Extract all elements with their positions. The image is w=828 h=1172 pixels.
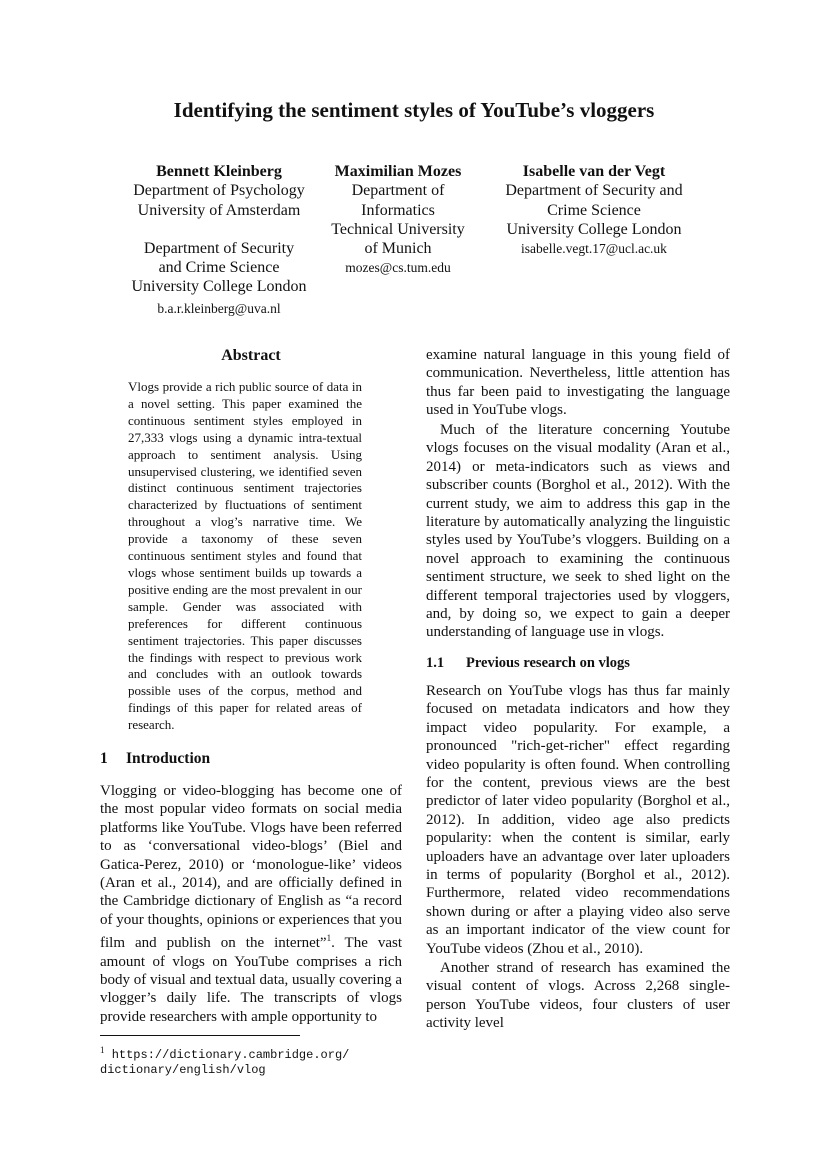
- author-email[interactable]: mozes@cs.tum.edu: [345, 260, 451, 276]
- author-affiliation: Department of Psychology: [133, 182, 305, 200]
- footnote-url-continued[interactable]: dictionary/english/vlog: [100, 1063, 266, 1077]
- right-paragraph-1: examine natural language in this young field of communication. Nevertheless, little attention has thus far been paid to investigating the language used in YouTube vlogs.: [426, 347, 730, 419]
- section-title: Introduction: [126, 750, 211, 767]
- footnote: [100, 1043, 349, 1078]
- author-affiliation: University of Amsterdam: [137, 201, 301, 219]
- author-affiliation: University College London: [506, 220, 682, 238]
- author-affiliation: Department of: [351, 182, 445, 200]
- section-number: 1: [100, 750, 108, 767]
- right-paragraph-4: Another strand of research has examined the visual content of vlogs. Across 2,268 single-person YouTube videos, four clusters of user activity level: [426, 960, 730, 1032]
- author-affiliation: Informatics: [361, 201, 435, 219]
- intro-paragraph: [100, 782, 402, 1026]
- author-affiliation: Crime Science: [547, 201, 641, 219]
- author-name: Maximilian Mozes: [334, 163, 462, 180]
- intro-text-part: Vlogging or video-blogging has become one of the most popular video formats on social media platforms like YouTube. Vlogs have been referred to as ‘conversational video-blogs’ (Biel and Gatica-Perez, 2010) or ‘monologue-like’ videos (Aran et al., 2014), and are officially defined in the Cambridge dictionary of English as “a record of your thoughts, opinions or experiences that you film and publish on the internet”: [100, 783, 402, 952]
- author-affiliation: Technical University: [331, 220, 465, 238]
- right-paragraph-2: Much of the literature concerning Youtube vlogs focuses on the visual modality (Aran et al., 2014) or meta-indicators such as views and subscriber counts (Borghol et al., 2012). With the current study, we aim to address this gap in the literature by automatically analyzing the linguistic styles used by YouTube’s vloggers. Building on a novel approach to examining the continuous sentiment structure, we seek to shed light on the different temporal trajectories used by vloggers, and, by doing so, we expect to gain a deeper understanding of language use in vlogs.: [426, 422, 730, 641]
- intro-text-part: . The vast amount of vlogs on YouTube comprises a rich body of visual and textual data, usually covering a vlogger’s daily life. The transcripts of vlogs provide researchers with ample opportunity to: [100, 935, 402, 1025]
- author-name: Bennett Kleinberg: [156, 163, 282, 180]
- abstract-text: Vlogs provide a rich public source of data in a novel setting. This paper examined the continuous sentiment styles employed in 27,333 vlogs using a dynamic intra-textual approach to sentiment analysis. Using unsupervised clustering, we identified seven distinct continuous sentiment trajectories characterized by fluctuations of sentiment throughout a vlog’s narrative time. We provide a taxonomy of these seven continuous sentiment styles and found that vlogs whose sentiment builds up towards a positive ending are the most prevalent in our sample. Gender was associated with preferences for different continuous sentiment trajectories. This paper discusses the findings with respect to previous work and concludes with an outlook towards possible uses of the corpus, method and findings of this paper for related areas of research.: [128, 379, 362, 733]
- author-affiliation: University College London: [131, 278, 307, 296]
- author-affiliation: Department of Security: [143, 239, 295, 257]
- section-heading-introduction: [100, 750, 210, 768]
- footnote-rule: [100, 1035, 300, 1036]
- footnote-url[interactable]: https://dictionary.cambridge.org/: [111, 1048, 350, 1062]
- author-affiliation: of Munich: [364, 240, 432, 258]
- footnote-mark[interactable]: 1: [326, 933, 332, 944]
- author-affiliation: and Crime Science: [158, 259, 280, 277]
- right-paragraph-3: Research on YouTube vlogs has thus far mainly focused on metadata indicators and how they impact video popularity. For example, a pronounced "rich-get-richer" effect regarding video popularity is often found. When controlling for the content, previous views are the best predictor of later video popularity (Borghol et al., 2012). In addition, video age also predicts popularity: when the content is similar, early uploaders have an advantage over later uploaders in terms of popularity (Borghol et al., 2012). Furthermore, related video recommendations shown during or after a playing video also serve as an important indicator of the view count for YouTube videos (Zhou et al., 2010).: [426, 683, 730, 957]
- abstract-heading: Abstract: [221, 347, 281, 364]
- author-block-mozes: [318, 162, 478, 278]
- author-name: Isabelle van der Vegt: [522, 163, 666, 180]
- subsection-title: Previous research on vlogs: [466, 655, 630, 671]
- author-email[interactable]: b.a.r.kleinberg@uva.nl: [157, 300, 281, 316]
- subsection-heading-previous-research: [426, 655, 630, 672]
- author-block-vandervegt: [490, 162, 698, 258]
- subsection-number: 1.1: [426, 655, 445, 671]
- footnote-number: 1: [100, 1045, 105, 1055]
- author-email[interactable]: isabelle.vegt.17@ucl.ac.uk: [521, 241, 667, 257]
- paper-title: Identifying the sentiment styles of YouTube’s vloggers: [173, 98, 655, 122]
- author-block-kleinberg: [119, 162, 319, 318]
- author-affiliation: Department of Security and: [505, 182, 683, 200]
